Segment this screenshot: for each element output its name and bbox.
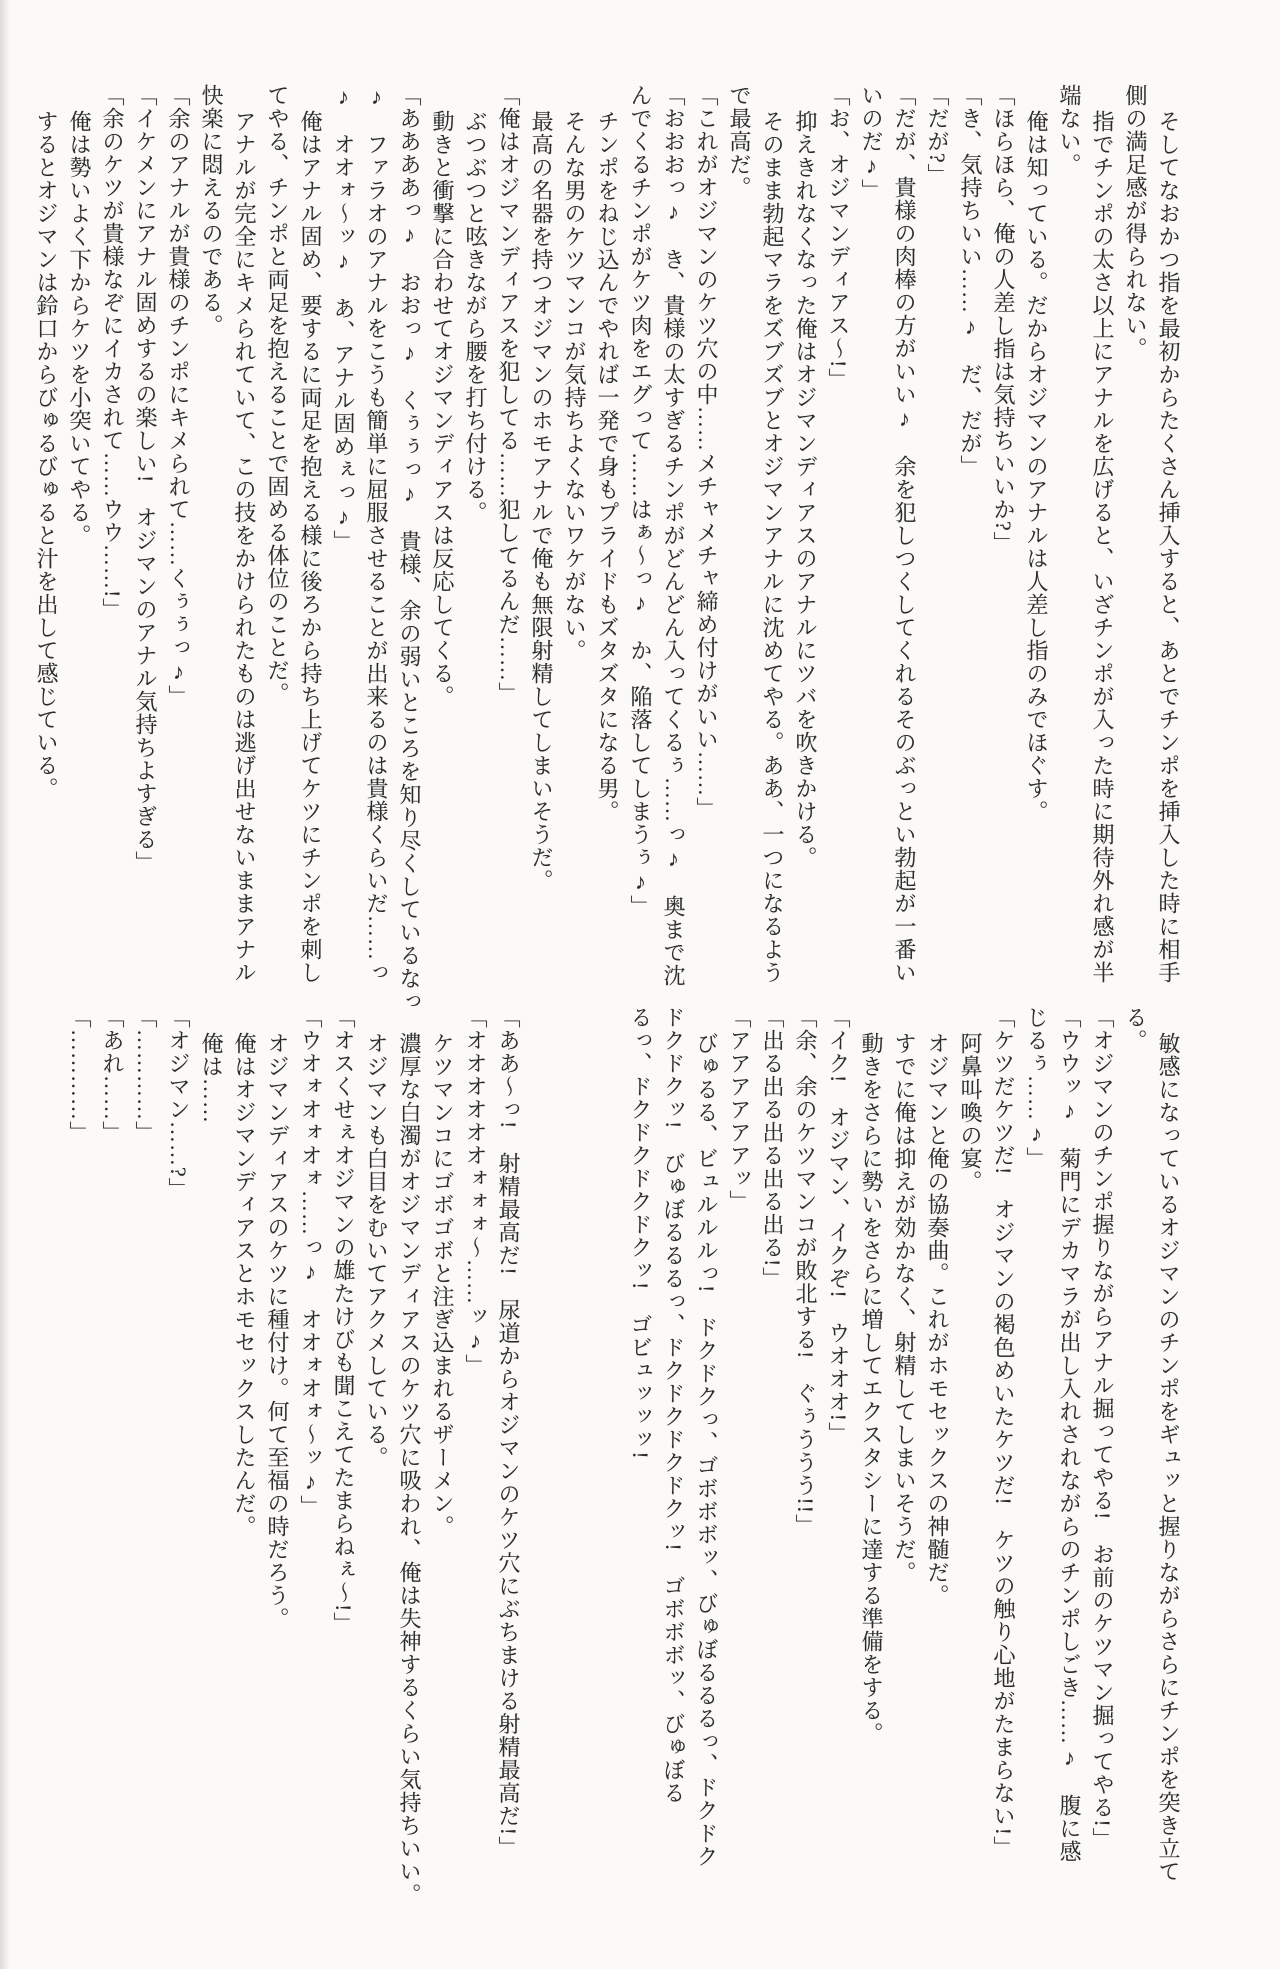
text-column: 敏感になっているオジマンのチンポをギュッと握りながらさらにチンポを突き立て [1156, 1032, 1181, 1883]
text-column: 「オジマンのチンポ握りながらアナル掘ってやる! お前のケツマン掘ってやる!」 [1090, 1006, 1115, 1851]
text-column: 俺はオジマンディアスとホモセックスしたんだ。 [232, 1032, 257, 1538]
text-column: ぶつぶつと呟きながら腰を打ち付ける。 [463, 110, 488, 524]
text-column: 「余のケツが貴様なぞにイカされて……ウウ……!」 [100, 84, 125, 622]
text-column: 「だが、貴様の肉棒の方がいい♪ 余を犯しつくしてくれるそのぶっとい勃起が一番い [892, 84, 917, 984]
text-column: ♪ オオォ〜ッ♪ あ、アナル固めぇっ♪」 [331, 84, 356, 553]
text-column: ドクドクッ! びゅぼるるるっ、ドクドクドクドクッ! ゴボボボッ、びゅぼる [661, 1006, 686, 1805]
text-column: びゅるる、ビュルルルっ! ドクドクっ、ゴボボボッ、びゅぼるるるっ、ドクドク [694, 1032, 719, 1869]
text-column: 「…………」 [133, 1006, 158, 1144]
top-text-block [30, 84, 1185, 1013]
text-column: 「イケメンにアナル固めするの楽しい! オジマンのアナル気持ちよすぎる」 [133, 84, 158, 875]
text-column: 「アアアアアアッ」 [727, 1006, 752, 1213]
text-column: アナルが完全にキメられていて、この技をかけられたものは逃げ出せないままアナル [232, 110, 257, 984]
text-column: オジマンディアスのケツに種付け。何て至福の時だろう。 [265, 1032, 290, 1630]
column-gap [525, 1006, 558, 1008]
text-column: 「ああ〜っ! 射精最高だ! 尿道からオジマンのケツ穴にぶちまける射精最高だ!」 [496, 1006, 521, 1859]
text-column: オジマンと俺の協奏曲。これがホモセックスの神髄だ。 [925, 1032, 950, 1607]
text-column: 「余のアナルが貴様のチンポにキメられて……くぅぅっ♪」 [166, 84, 191, 708]
text-column: 「余、余のケツマンコが敗北する! ぐぅううう!!」 [793, 1006, 818, 1537]
text-column: 俺は勢いよく下からケツを小突いてやる。 [67, 110, 92, 547]
text-column: オジマンも白目をむいてアクメしている。 [364, 1032, 389, 1469]
text-column: 濃厚な白濁がオジマンディアスのケツ穴に吸われ、俺は失神するくらい気持ちいい。 [397, 1032, 422, 1906]
text-column: 「…………」 [67, 1006, 92, 1144]
text-column: 「出る出る出る出る出る!」 [760, 1006, 785, 1291]
text-column: チンポをねじ込んでやれば一発で身もプライドもズタズタになる男。 [595, 110, 620, 823]
text-column: そんな男のケツマンコが気持ちよくないワケがない。 [562, 110, 587, 662]
text-column: 「オスくせぇオジマンの雄たけびも聞こえてたまらねぇ〜!」 [331, 1006, 356, 1636]
text-column: 「ああああっ♪ おおっ♪ くぅぅっ♪ 貴様、余の弱いところを知り尽くしているなっ [397, 84, 422, 1013]
text-column: る。 [1123, 1006, 1148, 1052]
bottom-text-block [63, 1006, 1185, 1946]
text-column: 最高の名器を持つオジマンのホモアナルで俺も無限射精してしまいそうだ。 [529, 110, 554, 892]
text-column: んでくるチンポがケツ肉をエグって……はぁ〜っ♪ か、陥落してしまうぅ♪」 [628, 84, 653, 918]
text-column: 「イク! オジマン、イクぞ! ウオオオ!」 [826, 1006, 851, 1445]
text-column: そしてなおかつ指を最初からたくさん挿入すると、あとでチンポを挿入した時に相手 [1156, 110, 1181, 984]
text-column: 「ケツだケツだ! オジマンの褐色めいたケツだ! ケツの触り心地がたまらない!」 [991, 1006, 1016, 1859]
text-column: 阿鼻叫喚の宴。 [958, 1032, 983, 1193]
text-column: 「ウオォオォオォ……っ♪ オオォオォ〜ッ♪」 [298, 1006, 323, 1518]
text-column: 「俺はオジマンディアスを犯してる……犯してるんだ……」 [496, 84, 521, 705]
text-column: 快楽に悶えるのである。 [199, 84, 224, 337]
text-column: てやる、チンポと両足を抱えることで固める体位のことだ。 [265, 84, 290, 705]
text-column: るっ、ドクドクドクドクッ! ゴビュッッッ! [628, 1006, 653, 1460]
text-column: じるぅ……♪」 [1024, 1006, 1049, 1170]
text-column: ケツマンコにゴボゴボと注ぎ込まれるザーメン。 [430, 1032, 455, 1538]
text-column: 指でチンポの太さ以上にアナルを広げると、いざチンポが入った時に期待外れ感が半 [1090, 110, 1115, 984]
text-column: するとオジマンは鈴口からびゅるびゅると汁を出して感じている。 [34, 110, 59, 800]
text-column: 動きをさらに勢いをさらに増してエクスタシーに達する準備をする。 [859, 1032, 884, 1745]
text-column: ♪ ファラオのアナルをこうも簡単に屈服させることが出来るのは貴様くらいだ……っ [364, 84, 389, 984]
text-column: 端ない。 [1057, 84, 1082, 176]
text-column: 「お、オジマンディアス〜!」 [826, 84, 851, 392]
column-gap [591, 1006, 624, 1008]
text-column: 「ウウッ♪ 菊門にデカマラが出し入れされながらのチンポしごき……♪ 腹に感 [1057, 1006, 1082, 1863]
text-column: すでに俺は抑えが効かなく、射精してしまいそうだ。 [892, 1032, 917, 1584]
text-column: 「あれ……」 [100, 1006, 125, 1144]
text-column: そのまま勃起マラをズブズブとオジマンアナルに沈めてやる。ああ、一つになるよう [760, 110, 785, 984]
text-column: 動きと衝撃に合わせてオジマンディアスは反応してくる。 [430, 110, 455, 708]
column-gap [558, 1006, 591, 1008]
text-column: 俺は…… [199, 1032, 224, 1124]
text-column: 俺はアナル固め、要するに両足を抱える様に後ろから持ち上げてケツにチンポを刺し [298, 110, 323, 984]
text-column: 「ほらほら、俺の人差し指は気持ちいいか?」 [991, 84, 1016, 555]
text-column: 「オオオオオオォォォ〜……ッ♪」 [463, 1006, 488, 1377]
text-column: 「オジマン……?」 [166, 1006, 191, 1201]
text-column: で最高だ。 [727, 84, 752, 199]
text-column: 抑えきれなくなった俺はオジマンディアスのアナルにツバを吹きかける。 [793, 110, 818, 869]
text-column: 「き、気持ちいい……♪ だ、だが」 [958, 84, 983, 478]
text-column: 「おおおっ♪ き、貴様の太すぎるチンポがどんどん入ってくるぅ……っ♪ 奥まで沈 [661, 84, 686, 987]
text-column: 「だが?」 [925, 84, 950, 187]
text-column: 俺は知っている。だからオジマンのアナルは人差し指のみでほぐす。 [1024, 110, 1049, 823]
text-column: 側の満足感が得られない。 [1123, 84, 1148, 360]
text-column: 「これがオジマンのケツ穴の中……メチャメチャ締め付けがいい……」 [694, 84, 719, 820]
text-column: いのだ♪」 [859, 84, 884, 202]
